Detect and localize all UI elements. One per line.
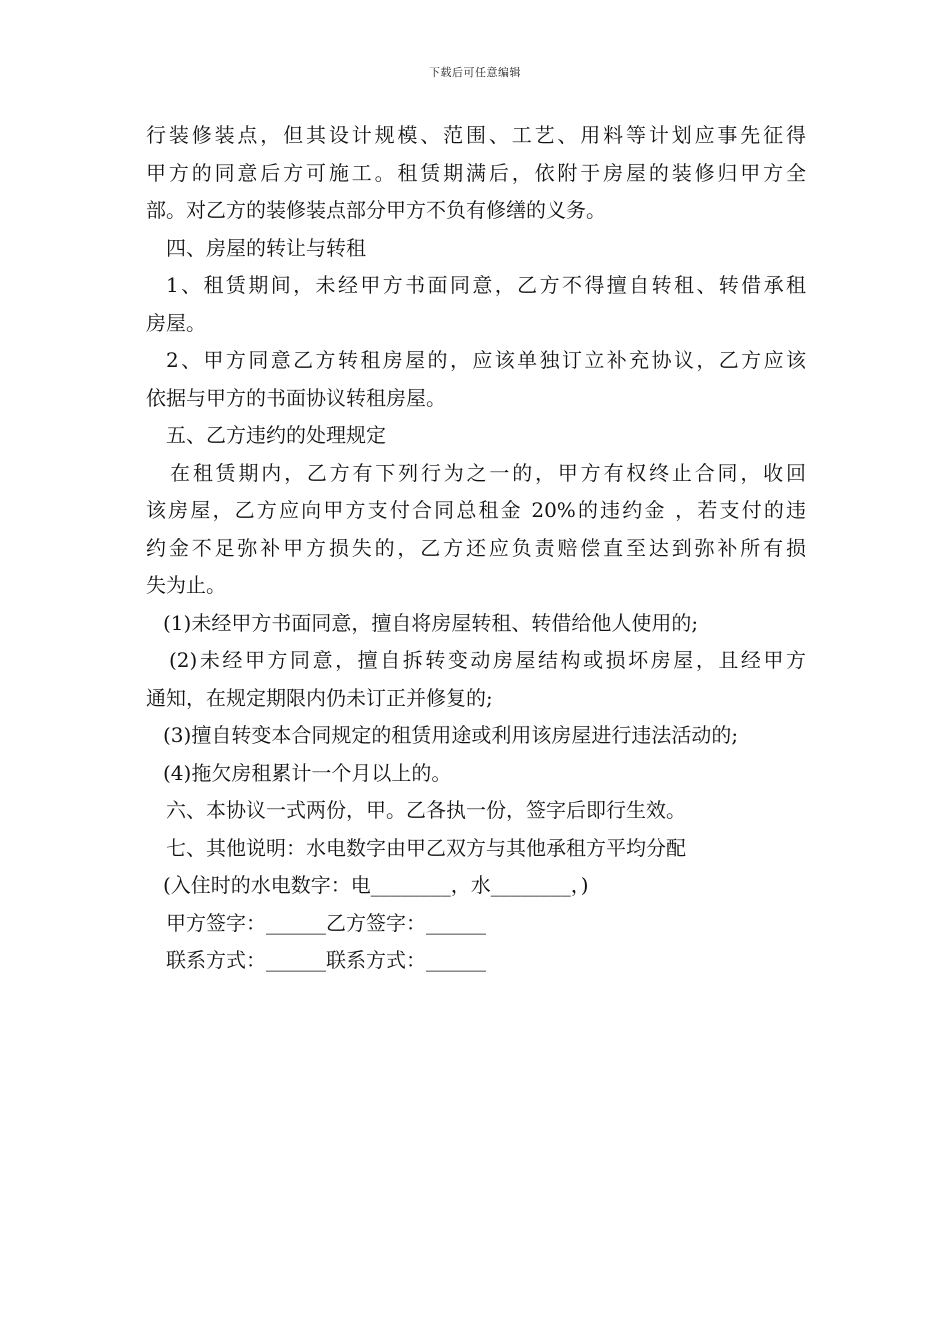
section-heading: 七、其他说明：水电数字由甲乙双方与其他承租方平均分配	[166, 835, 686, 860]
signature-line: 甲方签字：______乙方签字：______	[166, 910, 486, 935]
paragraph-line: 失为止。	[146, 573, 226, 597]
list-item: (4)拖欠房租累计一个月以上的。	[163, 760, 452, 785]
clause-line: 2、甲方同意乙方转租房屋的，应该单独订立补充协议，乙方应该	[166, 348, 806, 372]
section-heading: 四、房屋的转让与转租	[166, 235, 366, 260]
section-heading: 六、本协议一式两份，甲。乙各执一份，签字后即行生效。	[166, 798, 686, 822]
list-item: (1)未经甲方书面同意，擅自将房屋转租、转借给他人使用的;	[163, 610, 699, 635]
clause-line: 房屋。	[146, 310, 206, 335]
clause-line: 依据与甲方的书面协议转租房屋。	[146, 385, 446, 410]
paragraph-line: 约金不足弥补甲方损失的，乙方还应负责赔偿直至达到弥补所有损	[146, 535, 806, 560]
paragraph-line: 在租赁期内，乙方有下列行为之一的，甲方有权终止合同，收回	[170, 460, 806, 485]
list-item: 通知，在规定期限内仍未订正并修复的;	[146, 685, 493, 710]
paragraph-line: 甲方的同意后方可施工。租赁期满后，依附于房屋的装修归甲方全	[146, 160, 806, 185]
paragraph-line: 部。对乙方的装修装点部分甲方不负有修缮的义务。	[146, 198, 606, 222]
paragraph-line: 该房屋，乙方应向甲方支付合同总租金 20%的违约金 ，若支付的违	[146, 498, 806, 522]
contract-body	[146, 117, 806, 980]
contact-line: 联系方式：______联系方式：______	[166, 948, 486, 972]
utility-reading-line: (入住时的水电数字：电________，水________，)	[163, 873, 589, 897]
list-item: (3)擅自转变本合同规定的租赁用途或利用该房屋进行违法活动的;	[163, 723, 739, 747]
paragraph-line: 行装修装点，但其设计规模、范围、工艺、用料等计划应事先征得	[146, 123, 806, 147]
page-header: 下载后可任意编辑	[429, 66, 521, 79]
clause-line: 1、租赁期间，未经甲方书面同意，乙方不得擅自转租、转借承租	[166, 273, 806, 297]
list-item: (2)未经甲方同意，擅自拆转变动房屋结构或损坏房屋，且经甲方	[169, 648, 806, 672]
section-heading: 五、乙方违约的处理规定	[166, 423, 386, 447]
